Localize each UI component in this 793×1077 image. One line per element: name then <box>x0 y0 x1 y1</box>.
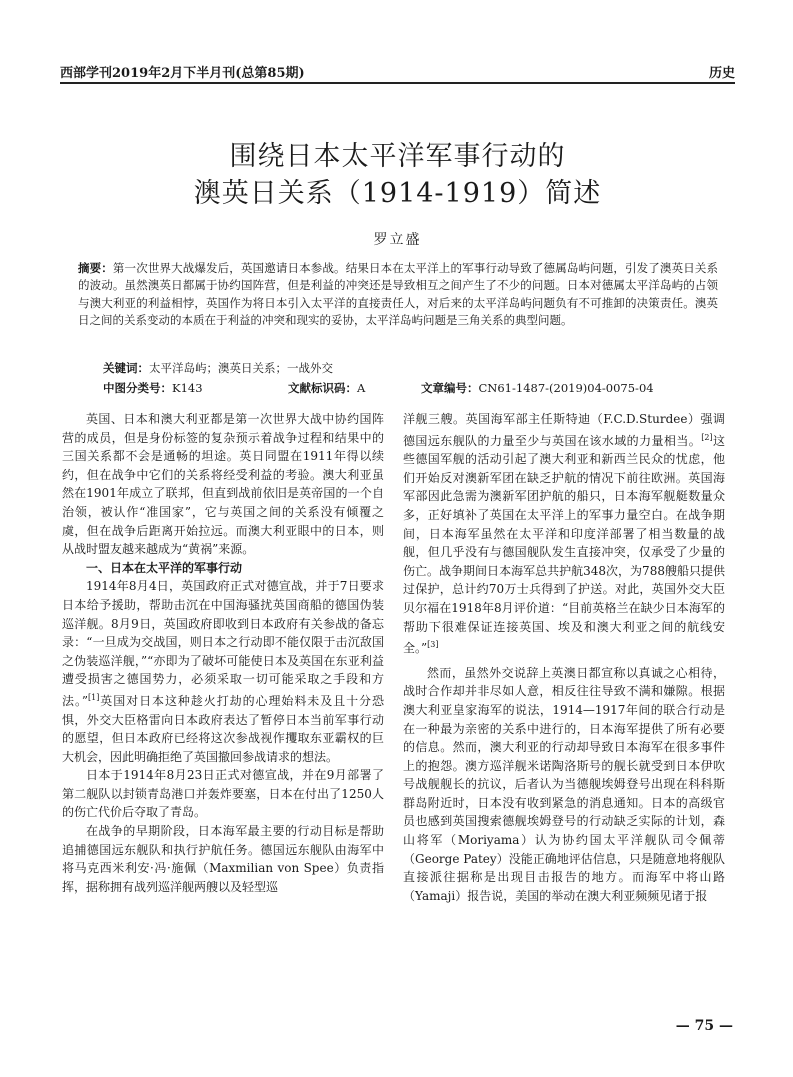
abstract-text: 第一次世界大战爆发后，英国邀请日本参战。结果日本在太平洋上的军事行动导致了德属岛屿问题，引发了澳英日关系的波动。虽然澳英日都属于协约国阵营，但是利益的冲突还是导致相互之间产生了不少的问题。日本对德属太平洋岛屿的占领与澳大利亚的利益相悖，英国作为将日本引入太平洋的直接责任人，对后来的太平洋岛屿问题负有不可推卸的决策责任。澳英日之间的关系变动的本质在于利益的冲突和现实的妥协，太平洋岛屿问题是三角关系的典型问题。 <box>78 261 718 328</box>
art-value: CN61-1487-(2019)04-0075-04 <box>478 381 654 395</box>
keywords-label: 关键词： <box>103 361 149 375</box>
page-number: — 75 — <box>675 1018 733 1034</box>
keywords-text: 太平洋岛屿；澳英日关系；一战外交 <box>149 361 333 375</box>
art-label: 文章编号： <box>421 381 479 395</box>
title-line-1: 围绕日本太平洋军事行动的 <box>229 141 566 172</box>
journal-name: 西部学刊 <box>60 66 113 81</box>
paragraph-text: 洋舰三艘。英国海军部主任斯特迪（F.C.D.Sturdee）强调德国远东舰队的力量至少与英国在该水域的力量相当。 <box>403 412 725 448</box>
doc-code <box>288 380 365 396</box>
author: 罗立盛 <box>373 232 422 248</box>
abstract <box>78 260 718 330</box>
doc-label: 文献标识码： <box>288 381 357 395</box>
section-name: 历史 <box>708 66 735 81</box>
paragraph: 在战争的早期阶段，日本海军最主要的行动目标是帮助追捕德国远东舰队和执行护航任务。德国远东舰队由海军中将马克西米利安·冯·施佩（Maxmilian von Spee）负责指挥，据称拥有战列巡洋舰两艘以及轻型巡 <box>62 824 384 894</box>
clc-label: 中图分类号： <box>103 381 172 395</box>
keywords <box>103 360 333 376</box>
paragraph: 然而，虽然外交说辞上英澳日都宣称以真诚之心相待，战时合作却并非尽如人意，相反往往导致不满和嫌隙。根据澳大利亚皇家海军的说法，1914—1917年间的联合行动是在一种最为亲密的关系中进行的，日本海军提供了所有必要的信息。然而，澳大利亚的行动却导致日本海军在很多事件上的抱怨。澳方巡洋舰米诺陶洛斯号的舰长就受到日本伊吹号战舰舰长的抗议，后者认为当德舰埃姆登号出现在科科斯群岛附近时，日本没有收到紧急的消息通知。日本的高级官员也感到英国搜索德舰埃姆登号的行动缺乏实际的计划，森山将军（Moriyama）认为协约国太平洋舰队司令佩蒂（George Patey）没能正确地评估信息，只是随意地将舰队直接派往据称是出现目击报告的地方。而海军中将山路（Yamaji）报告说，美国的举动在澳大利亚频频见诸于报 <box>403 665 725 903</box>
article-title <box>60 138 735 212</box>
paragraph <box>403 410 725 658</box>
paragraph <box>62 577 384 766</box>
header-rule <box>60 82 735 84</box>
citation-ref: [1] <box>88 692 100 702</box>
section-heading: 一、日本在太平洋的军事行动 <box>86 560 243 575</box>
clc-value: K143 <box>172 381 203 395</box>
paragraph-text: 英国对日本这种趁火打劫的心理始料未及且十分恐惧，外交大臣格雷向日本政府表达了暂停日本当前军事行动的愿望，但日本政府已经将这次参战视作攫取东亚霸权的巨大机会，因此明确拒绝了英国撤回参战请求的想法。 <box>62 693 384 764</box>
article-number <box>421 380 654 396</box>
citation-ref: [3] <box>427 640 439 650</box>
abstract-label: 摘要： <box>78 261 113 275</box>
body-column-left <box>62 410 384 896</box>
body-column-right <box>403 410 725 905</box>
journal-issue <box>60 62 305 81</box>
clc-code <box>103 380 203 396</box>
title-line-2: 澳英日关系（1914-1919）简述 <box>193 178 602 209</box>
paragraph: 日本于1914年8月23日正式对德宣战，并在9月部署了第二舰队以封锁青岛港口并轰炸要塞，日本在付出了1250人的伤亡代价后夺取了青岛。 <box>62 768 384 820</box>
doc-value: A <box>357 381 366 395</box>
issue-info: 2019年2月下半月刊(总第85期) <box>112 66 305 81</box>
citation-ref: [2] <box>701 432 713 442</box>
paragraph-text: 这些德国军舰的活动引起了澳大利亚和新西兰民众的忧虑，他们开始反对澳新军团在缺乏护航的情况下前往欧洲。英国海军部因此急需为澳新军团护航的船只，日本海军舰艇数量众多，正好填补了英国在太平洋上的军事力量空白。在战争期间，日本海军虽然在太平洋和印度洋部署了相当数量的战舰，但几乎没有与德国舰队发生直接冲突，仅承受了少量的伤亡。战争期间日本海军总共护航348次，为788艘船只提供过保护，总计约70万士兵得到了护送。对此，英国外交大臣贝尔福在1918年8月评价道：“目前英格兰在缺少日本海军的帮助下很难保证连接英国、埃及和澳大利亚之间的航线安全。” <box>403 433 725 656</box>
paragraph-text: 1914年8月4日，英国政府正式对德宣战，并于7日要求日本给予援助，帮助击沉在中国海骚扰英国商船的德国伪装巡洋舰。8月9日，英国政府即收到日本政府有关参战的备忘录：“一旦成为交战国，则日本之行动即不能仅限于击沉敌国之伪装巡洋舰，”“亦即为了破坏可能使日本及英国在东亚利益遭受损害之德国势力，必须采取一切可能采取之手段和方法。” <box>62 579 384 708</box>
running-header <box>60 60 735 82</box>
paragraph: 英国、日本和澳大利亚都是第一次世界大战中协约国阵营的成员，但是身份标签的复杂预示着战争过程和结果中的三国关系都不会是通畅的坦途。英日同盟在1911年得以续约，但在战争中它们的关系将经受利益的考验。澳大利亚虽然在1901年成立了联邦，但直到战前依旧是英帝国的一个自治领，被认作“准国家”，它与英国之间的关系没有倾覆之虞，但在战争后距离开始拉远。而澳大利亚眼中的日本，则从战时盟友越来越成为“黄祸”来源。 <box>62 412 384 557</box>
